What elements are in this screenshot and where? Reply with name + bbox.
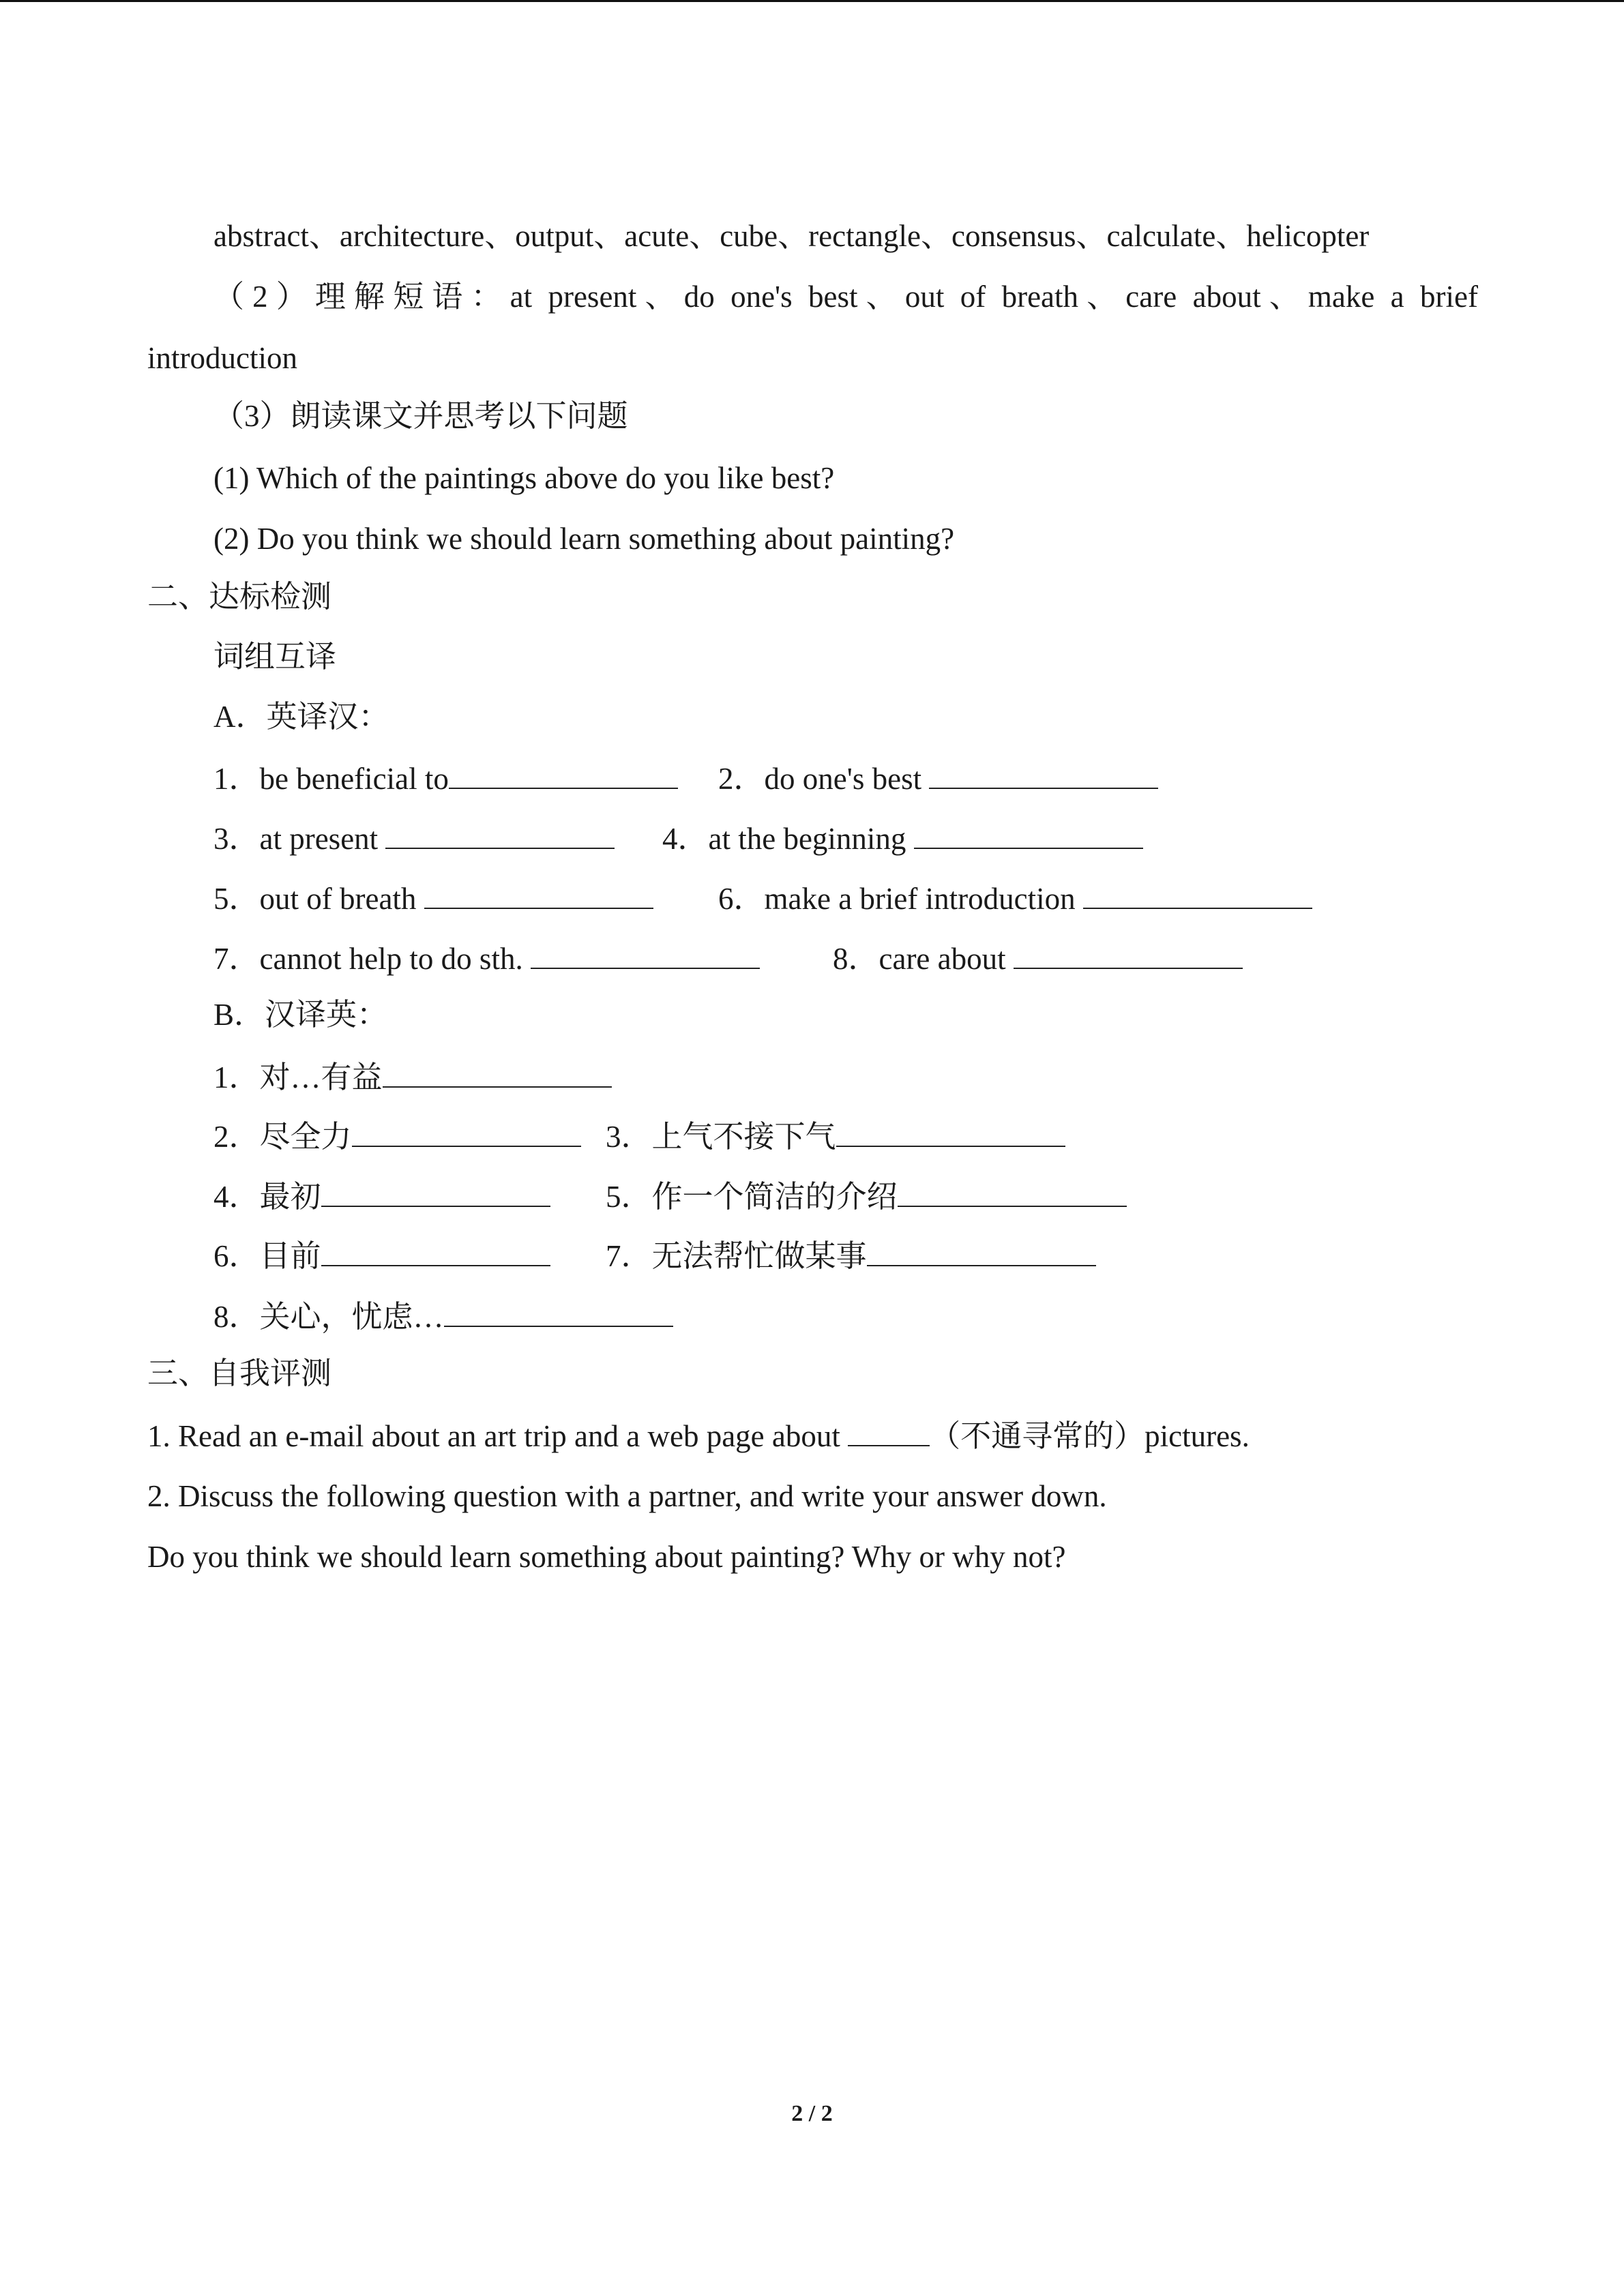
vocab-words: abstract、architecture、output、acute、cube、rectangle、consensus、calculate、helicopter bbox=[213, 219, 1370, 253]
answer-blank[interactable] bbox=[321, 1235, 550, 1266]
cn-en-item: 3．上气不接下气 bbox=[606, 1116, 1065, 1156]
en-cn-row bbox=[213, 938, 1014, 976]
vocab-line bbox=[213, 217, 1369, 255]
answer-blank[interactable] bbox=[1014, 938, 1243, 969]
page-number: 2 / 2 bbox=[791, 2101, 833, 2126]
phrase-words: （2）理解短语：at present、do one's best、out of breath、care about、make a brief bbox=[213, 280, 1478, 314]
answer-blank[interactable] bbox=[848, 1415, 930, 1446]
cn-en-item: 1．对…有益 bbox=[213, 1056, 612, 1097]
en-cn-item: 2．do one's best bbox=[718, 758, 1158, 798]
en-cn-item: 1．be beneficial to bbox=[213, 758, 678, 798]
answer-blank[interactable] bbox=[836, 1116, 1065, 1147]
answer-blank[interactable] bbox=[424, 878, 653, 909]
phrase-line-continued: introduction bbox=[147, 341, 297, 375]
answer-blank[interactable] bbox=[929, 758, 1158, 789]
phrase-line bbox=[213, 278, 1478, 316]
en-cn-item: 7．cannot help to do sth. bbox=[213, 938, 760, 978]
en-cn-row bbox=[213, 878, 1083, 916]
answer-blank[interactable] bbox=[321, 1176, 550, 1207]
answer-blank[interactable] bbox=[352, 1116, 581, 1147]
cn-en-row bbox=[213, 1235, 867, 1273]
en-cn-row bbox=[213, 758, 930, 796]
question-2: (2) Do you think we should learn something about painting? bbox=[213, 522, 955, 556]
cn-en-item: 8．关心，忧虑… bbox=[213, 1296, 673, 1336]
part-b-title: B．汉译英： bbox=[213, 998, 388, 1032]
en-cn-item: 8．care about bbox=[833, 938, 1243, 978]
self-test-q3: Do you think we should learn something about painting? Why or why not? bbox=[147, 1540, 1066, 1574]
answer-blank[interactable] bbox=[898, 1176, 1127, 1207]
part-a-title: A．英译汉： bbox=[213, 700, 389, 734]
cn-en-row bbox=[213, 1056, 383, 1094]
cn-en-row bbox=[213, 1176, 898, 1214]
cn-en-item: 7．无法帮忙做某事 bbox=[606, 1235, 1096, 1275]
en-cn-item: 6．make a brief introduction bbox=[718, 878, 1312, 918]
cn-en-item: 6．目前 bbox=[213, 1235, 550, 1275]
en-cn-item: 5．out of breath bbox=[213, 878, 653, 918]
section-heading-3: 三、自我评测 bbox=[147, 1356, 332, 1390]
cn-en-item: 5．作一个简洁的介绍 bbox=[606, 1176, 1127, 1216]
answer-blank[interactable] bbox=[444, 1296, 673, 1327]
answer-blank[interactable] bbox=[914, 818, 1143, 849]
en-cn-row bbox=[213, 818, 914, 856]
answer-blank[interactable] bbox=[531, 938, 760, 969]
cn-en-row bbox=[213, 1116, 836, 1154]
en-cn-item: 3．at present bbox=[213, 818, 615, 858]
answer-blank[interactable] bbox=[385, 818, 615, 849]
top-border bbox=[0, 0, 1624, 2]
en-cn-item: 4．at the beginning bbox=[662, 818, 1143, 858]
section-subheading: 词组互译 bbox=[213, 640, 337, 674]
cn-en-item: 2．尽全力 bbox=[213, 1116, 581, 1156]
read-instruction: （3）朗读课文并思考以下问题 bbox=[213, 399, 628, 433]
cn-en-row bbox=[213, 1296, 444, 1334]
section-heading-2: 二、达标检测 bbox=[147, 580, 332, 614]
self-test-q2: 2. Discuss the following question with a partner, and write your answer down. bbox=[147, 1479, 1107, 1513]
question-1: (1) Which of the paintings above do you like best? bbox=[213, 461, 835, 495]
cn-en-item: 4．最初 bbox=[213, 1176, 550, 1216]
answer-blank[interactable] bbox=[867, 1235, 1096, 1266]
answer-blank[interactable] bbox=[383, 1056, 612, 1088]
answer-blank[interactable] bbox=[449, 758, 678, 789]
answer-blank[interactable] bbox=[1083, 878, 1312, 909]
self-test-q1: 1. Read an e-mail about an art trip and a web page about （不通寻常的）pictures. bbox=[147, 1415, 1250, 1453]
